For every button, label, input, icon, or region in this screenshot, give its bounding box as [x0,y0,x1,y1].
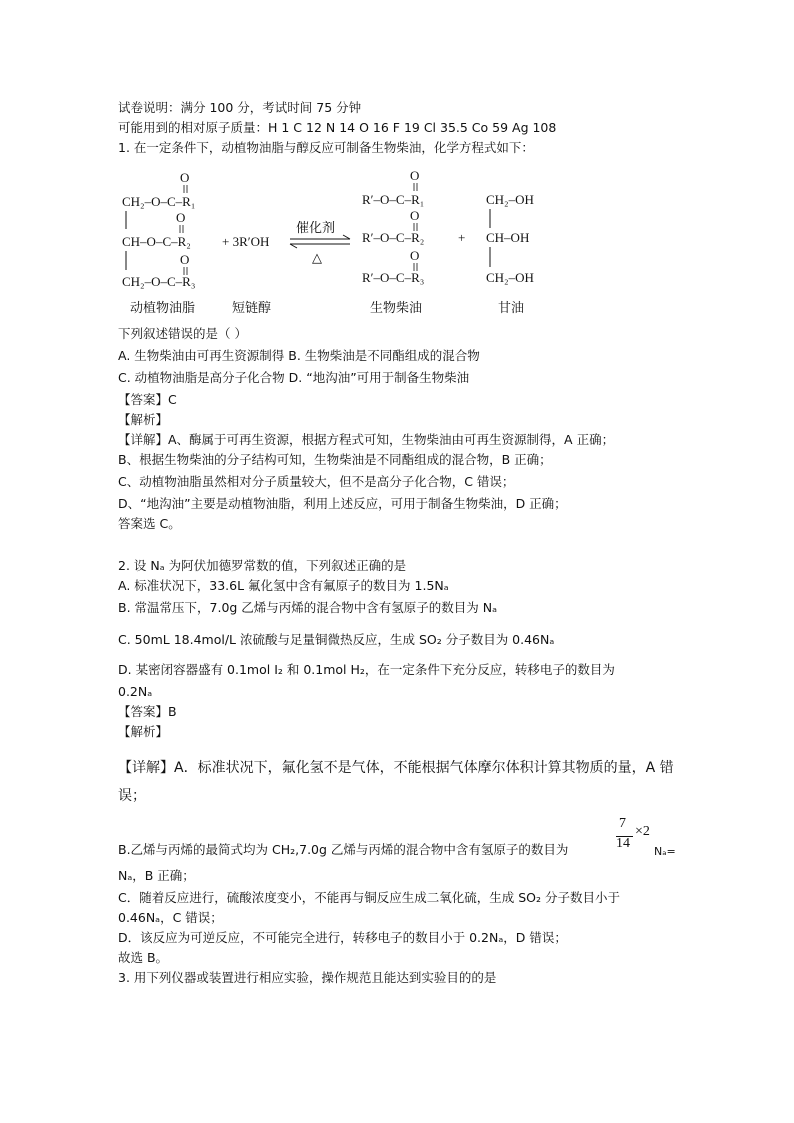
q1-options-cd: C. 动植物油脂是高分子化合物 D. “地沟油”可用于制备生物柴油 [118,370,470,385]
eq-oxygen: O [180,170,190,185]
fraction-denominator: 14 [616,836,630,851]
q2-option-c: C. 50mL 18.4mol/L 浓硫酸与足量铜微热反应，生成 SO₂ 分子数目为 0.46Nₐ [118,632,555,647]
q2-detail-a-line2: 误； [118,788,146,804]
q1-detail-a: 【详解】A、酶属于可再生资源，根据方程式可知，生物柴油由可再生资源制得，A 正确； [118,432,615,447]
q1-detail-c: C、动植物油脂虽然相对分子质量较大，但不是高分子化合物，C 错误； [118,474,515,489]
q1-options-ab: A. 生物柴油由可再生资源制得 B. 生物柴油是不同酯组成的混合物 [118,348,480,363]
eq-oxygen: O [180,252,190,267]
q2-option-b: B. 常温常压下，7.0g 乙烯与丙烯的混合物中含有氢原子的数目为 Nₐ [118,600,498,615]
q2-detail-c-line1: C．随着反应进行，硫酸浓度变小，不能再与铜反应生成二氧化硫，生成 SO₂ 分子数目小于 [118,890,620,905]
caption-biodiesel: 生物柴油 [370,301,423,316]
fraction-numerator: 7 [619,816,626,831]
q2-detail-d: D．该反应为可逆反应，不可能完全进行，转移电子的数目小于 0.2Nₐ，D 错误； [118,930,567,945]
eq-catalyst: 催化剂 [296,221,336,236]
eq-fat-top: CH₂–O–C–R₁ [122,194,196,209]
q2-analysis-label: 【解析】 [118,724,169,739]
q2-conclusion: 故选 B。 [118,950,169,965]
q2-answer: 【答案】B [118,704,177,719]
q2-detail-a-line1: 【详解】A．标准状况下，氟化氢不是气体，不能根据气体摩尔体积计算其物质的量，A 错 [118,760,674,776]
q1-conclusion: 答案选 C。 [118,516,181,531]
q1-detail-d: D、“地沟油”主要是动植物油脂，利用上述反应，可用于制备生物柴油，D 正确； [118,496,567,511]
q2-detail-b-tail: Nₐ= [654,845,676,858]
eq-fat-bot: CH₂–O–C–R₃ [122,274,196,289]
q2-option-d-line2: 0.2Nₐ [118,684,153,699]
eq-gly-top: CH₂–OH [486,192,534,207]
eq-reagent: + 3R′OH [222,234,270,249]
atomic-masses: 可能用到的相对原子质量：H 1 C 12 N 14 O 16 F 19 Cl 35.5 Co 59 Ag 108 [118,120,557,135]
eq-oxygen: O [176,210,186,225]
q3-stem: 3. 用下列仪器或装置进行相应实验，操作规范且能达到实验目的的是 [118,970,497,985]
eq-oxygen: O [410,248,420,263]
q1-answer: 【答案】C [118,392,177,407]
eq-oxygen: O [410,208,420,223]
eq-heat: △ [312,250,322,265]
exam-instructions: 试卷说明：满分 100 分，考试时间 75 分钟 [118,100,362,115]
eq-ester-1: R′–O–C–R₁ [362,192,425,207]
fraction-multiplier: ×2 [635,824,650,839]
q2-option-a: A. 标准状况下，33.6L 氟化氢中含有氟原子的数目为 1.5Nₐ [118,578,449,593]
q2-detail-c-line2: 0.46Nₐ，C 错误； [118,910,223,925]
q2-option-d-line1: D. 某密闭容器盛有 0.1mol I₂ 和 0.1mol H₂，在一定条件下充分反应，转移电子的数目为 [118,662,615,677]
caption-alcohol: 短链醇 [232,301,272,316]
eq-oxygen: O [410,168,420,183]
eq-fat-mid: CH–O–C–R₂ [122,234,191,249]
q1-detail-b: B、根据生物柴油的分子结构可知，生物柴油是不同酯组成的混合物，B 正确； [118,452,552,467]
q2-detail-b-line1: B.乙烯与丙烯的最简式均为 CH₂,7.0g 乙烯与丙烯的混合物中含有氢原子的数目为 [118,842,569,857]
caption-glycerol: 甘油 [498,301,525,316]
q1-analysis-label: 【解析】 [118,412,169,427]
q1-stem: 1. 在一定条件下，动植物油脂与醇反应可制备生物柴油，化学方程式如下： [118,140,534,155]
q1-question: 下列叙述错误的是（ ） [118,326,247,341]
caption-fat: 动植物油脂 [130,301,196,316]
eq-gly-mid: CH–OH [486,230,530,245]
q1-reaction-equation [118,166,558,322]
eq-ester-2: R′–O–C–R₂ [362,230,425,245]
q2-stem: 2. 设 Nₐ 为阿伏加德罗常数的值，下列叙述正确的是 [118,558,407,573]
q2-detail-b-line2: Nₐ，B 正确； [118,868,195,883]
eq-ester-3: R′–O–C–R₃ [362,270,425,285]
eq-plus: + [458,230,466,245]
eq-gly-bot: CH₂–OH [486,270,534,285]
